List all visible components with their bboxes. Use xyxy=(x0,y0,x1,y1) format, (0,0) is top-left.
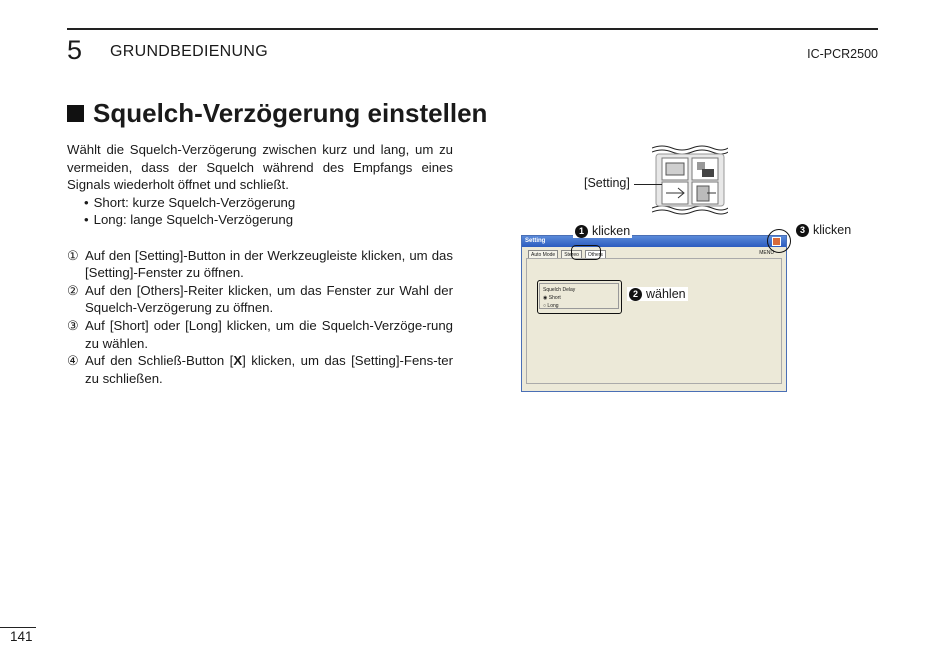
body-text xyxy=(67,141,453,387)
chapter-title: GRUNDBEDIENUNG xyxy=(110,43,268,60)
callout-1 xyxy=(573,224,632,238)
radio-short[interactable]: ◉ Short xyxy=(543,295,561,301)
square-bullet-icon xyxy=(67,105,84,122)
close-key-label: X xyxy=(233,353,243,369)
intro-paragraph: Wählt die Squelch-Verzögerung zwischen kurz und lang, um zu vermeiden, dass der Squelch während des Empfangs eines Signals wiederholt öffnet und schließt. xyxy=(67,142,453,193)
page-number: 141 xyxy=(10,629,33,644)
step-text: ] klicken, um das [Setting]-Fens-ter zu schließen. xyxy=(85,353,454,386)
step-4 xyxy=(67,352,453,387)
radio-long-label: Long xyxy=(547,303,559,309)
step-2 xyxy=(67,282,453,317)
badge-3: 3 xyxy=(796,224,809,237)
group-title: Squelch Delay xyxy=(543,287,576,293)
step-number: ① xyxy=(67,247,79,263)
selection-highlight xyxy=(537,280,622,314)
menu-label[interactable]: MENU xyxy=(759,250,774,256)
step-number: ③ xyxy=(67,317,79,333)
model-name: IC-PCR2500 xyxy=(807,47,878,61)
bullet-item-long: • Long: lange Squelch-Verzögerung xyxy=(84,211,453,229)
badge-2: 2 xyxy=(629,288,642,301)
bullet-item-short: • Short: kurze Squelch-Verzögerung xyxy=(84,194,453,212)
callout-3 xyxy=(794,223,853,237)
step-list xyxy=(67,247,453,388)
window-title: Setting xyxy=(522,236,786,247)
callout-1-text: klicken xyxy=(592,224,631,238)
tab-others[interactable]: Others xyxy=(585,250,606,260)
callout-2 xyxy=(627,287,688,301)
toolbar-icons-icon xyxy=(652,142,728,218)
step-number: ④ xyxy=(67,353,79,369)
section-title-text: Squelch-Verzögerung einstellen xyxy=(93,98,488,128)
radio-long[interactable]: ○ Long xyxy=(543,303,559,309)
tab-auto-mode[interactable]: Auto Mode xyxy=(528,250,558,260)
tab-stereo[interactable]: Stereo xyxy=(561,250,582,260)
radio-short-label: Short xyxy=(548,295,561,301)
step-3 xyxy=(67,317,453,352)
tab-highlight xyxy=(571,245,601,260)
badge-1: 1 xyxy=(575,225,588,238)
close-highlight xyxy=(767,229,791,253)
tab-panel xyxy=(526,258,782,384)
step-number: ② xyxy=(67,282,79,298)
chapter-number: 5 xyxy=(67,35,83,65)
step-text: Auf den Schließ-Button [ xyxy=(85,353,234,369)
leader-line xyxy=(634,184,662,185)
callout-2-text: wählen xyxy=(646,287,686,301)
callout-3-text: klicken xyxy=(813,223,852,237)
setting-label: [Setting] xyxy=(584,176,630,190)
toolbar-illustration xyxy=(652,142,728,218)
step-1 xyxy=(67,247,453,282)
page-number-rule xyxy=(0,627,36,628)
step-text: Auf [Short] oder [Long] klicken, um die Squelch-Verzöge-rung zu wählen. xyxy=(85,317,453,351)
step-text: Auf den [Setting]-Button in der Werkzeugleiste klicken, um das [Setting]-Fenster zu öffnen. xyxy=(85,247,453,281)
section-title xyxy=(67,98,487,129)
bullet-list xyxy=(84,194,453,229)
step-text: Auf den [Others]-Reiter klicken, um das Fenster zur Wahl der Squelch-Verzögerung zu öffnen. xyxy=(85,282,453,316)
header-rule xyxy=(67,28,878,30)
